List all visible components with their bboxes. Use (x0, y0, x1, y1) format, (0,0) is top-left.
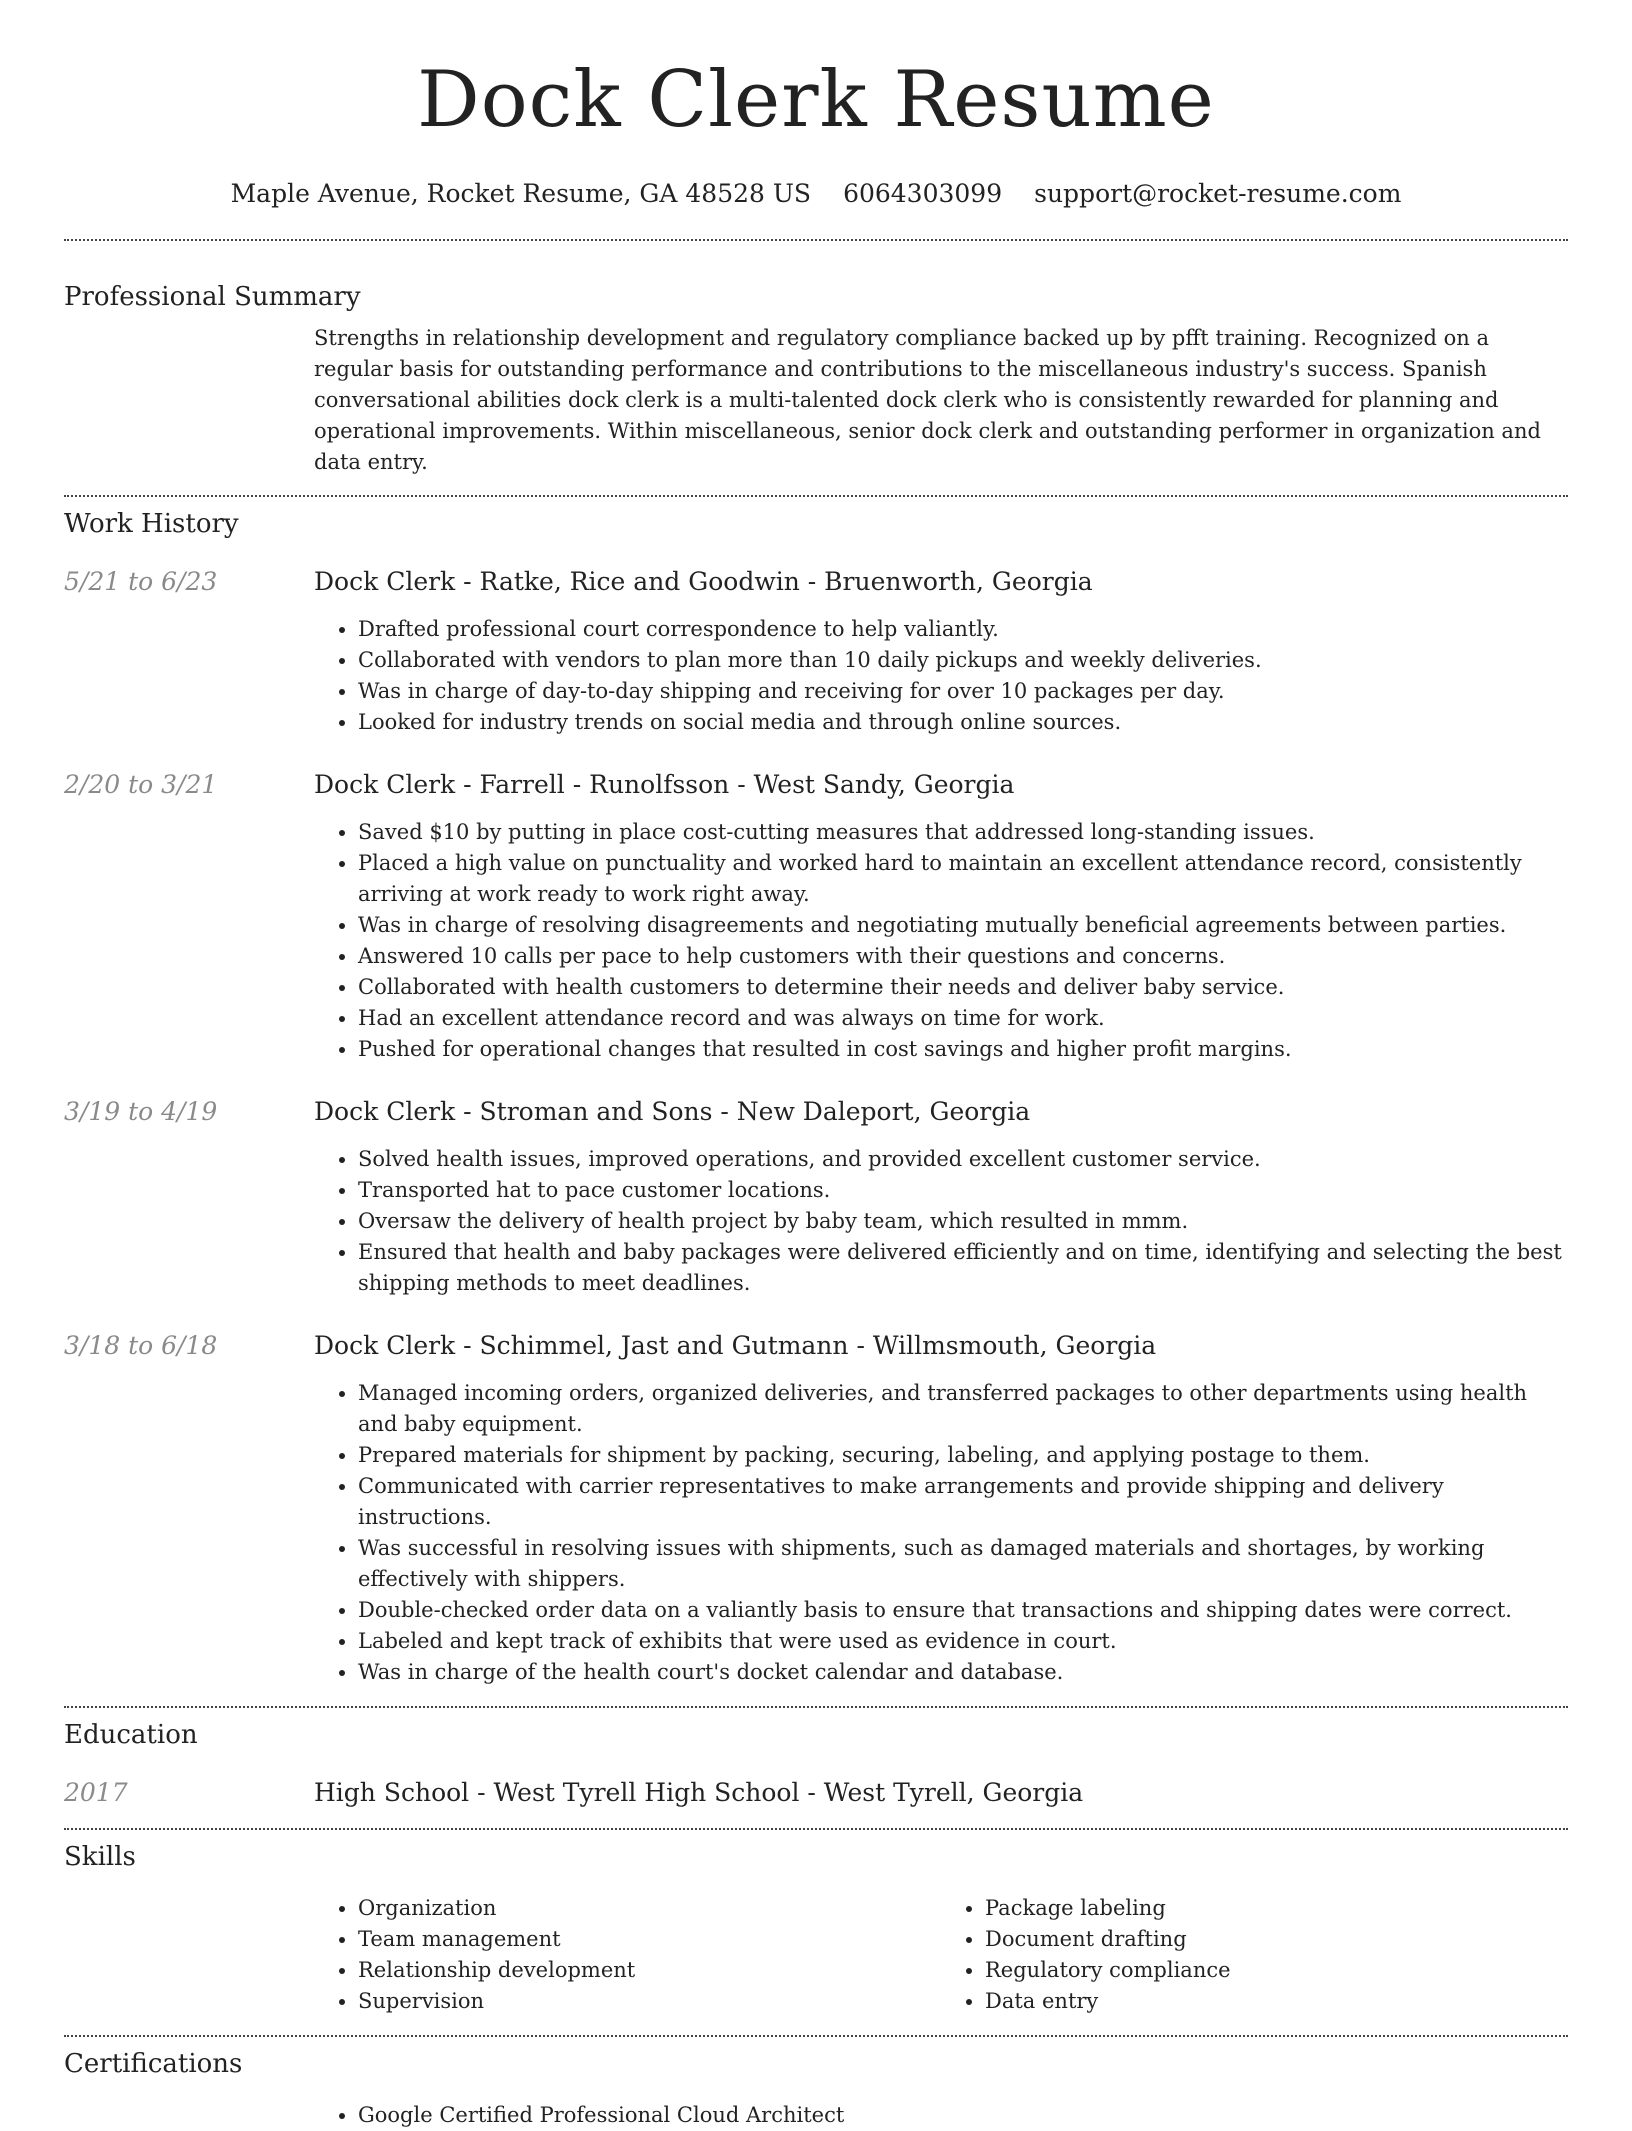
education-title: High School - West Tyrell High School - West Tyrell, Georgia (314, 1778, 1084, 1807)
certifications-list (314, 2100, 1568, 2131)
section-heading-certifications: Certifications (64, 2049, 243, 2079)
certifications-body (314, 2100, 1568, 2131)
job-bullet: • Collaborated with vendors to plan more than 10 daily pickups and weekly deliveries. (358, 645, 1568, 676)
job-entry (64, 1096, 1568, 1299)
education-entry (64, 1777, 1568, 1809)
job-bullet: • Ensured that health and baby packages were delivered efficiently and on time, identifying and selecting the best shipping methods to meet deadlines. (358, 1237, 1568, 1299)
job-bullets (314, 817, 1568, 1065)
job-bullet: • Drafted professional court correspondence to help valiantly. (358, 614, 1568, 645)
job-bullet: • Oversaw the delivery of health project by baby team, which resulted in mmm. (358, 1206, 1568, 1237)
resume-page (64, 0, 1568, 2131)
skill-item: • Package labeling (985, 1893, 1568, 1924)
section-heading-skills: Skills (64, 1842, 136, 1872)
skill-item: • Team management (358, 1924, 941, 1955)
job-body (314, 566, 1568, 738)
job-body (314, 1330, 1568, 1688)
job-bullet: • Saved $10 by putting in place cost-cutting measures that addressed long-standing issues. (358, 817, 1568, 848)
skill-item: • Regulatory compliance (985, 1955, 1568, 1986)
job-dates: 2/20 to 3/21 (64, 770, 218, 799)
skill-item: • Organization (358, 1893, 941, 1924)
contact-line (64, 178, 1568, 210)
job-bullet: • Transported hat to pace customer locations. (358, 1175, 1568, 1206)
job-bullet: • Was in charge of day-to-day shipping and receiving for over 10 packages per day. (358, 676, 1568, 707)
job-dates: 3/18 to 6/18 (64, 1331, 218, 1360)
job-bullet: • Was successful in resolving issues with shipments, such as damaged materials and shortages, by working effectively with shippers. (358, 1533, 1568, 1595)
skills-left-spacer (64, 1893, 314, 2017)
job-body (314, 1096, 1568, 1299)
job-bullet: • Communicated with carrier representatives to make arrangements and provide shipping and delivery instructions. (358, 1471, 1568, 1533)
certifications-left-spacer (64, 2100, 314, 2131)
job-bullet: • Double-checked order data on a valiantly basis to ensure that transactions and shipping dates were correct. (358, 1595, 1568, 1626)
job-bullets (314, 1144, 1568, 1299)
job-bullet: • Placed a high value on punctuality and worked hard to maintain an excellent attendance record, consistently arriving at work ready to work right away. (358, 848, 1568, 910)
section-heading-work-history: Work History (64, 509, 239, 539)
divider (64, 1706, 1568, 1708)
job-bullets (314, 614, 1568, 738)
job-title: Dock Clerk - Stroman and Sons - New Daleport, Georgia (314, 1097, 1031, 1126)
job-bullet: • Had an excellent attendance record and was always on time for work. (358, 1003, 1568, 1034)
job-dates: 5/21 to 6/23 (64, 567, 218, 596)
job-title: Dock Clerk - Farrell - Runolfsson - West Sandy, Georgia (314, 770, 1015, 799)
job-bullet: • Was in charge of resolving disagreements and negotiating mutually beneficial agreements between parties. (358, 910, 1568, 941)
section-heading-education: Education (64, 1720, 198, 1750)
job-title: Dock Clerk - Schimmel, Jast and Gutmann - Willmsmouth, Georgia (314, 1331, 1157, 1360)
skills-row (64, 1893, 1568, 2017)
job-dates: 3/19 to 4/19 (64, 1097, 218, 1126)
job-bullet: • Looked for industry trends on social media and through online sources. (358, 707, 1568, 738)
contact-email: support@rocket-resume.com (1034, 179, 1402, 208)
job-bullet: • Solved health issues, improved operations, and provided excellent customer service. (358, 1144, 1568, 1175)
job-bullet: • Prepared materials for shipment by packing, securing, labeling, and applying postage to them. (358, 1440, 1568, 1471)
divider (64, 1828, 1568, 1830)
job-bullet: • Collaborated with health customers to determine their needs and deliver baby service. (358, 972, 1568, 1003)
divider (64, 495, 1568, 497)
job-bullet: • Answered 10 calls per pace to help customers with their questions and concerns. (358, 941, 1568, 972)
job-entry (64, 1330, 1568, 1688)
certification-item: • Google Certified Professional Cloud Architect (358, 2100, 1568, 2131)
summary-row (64, 323, 1568, 478)
certifications-row (64, 2100, 1568, 2131)
resume-title: Dock Clerk Resume (417, 55, 1215, 145)
job-entry (64, 566, 1568, 738)
skill-item: • Data entry (985, 1986, 1568, 2017)
job-title: Dock Clerk - Ratke, Rice and Goodwin - Bruenworth, Georgia (314, 567, 1093, 596)
contact-address: Maple Avenue, Rocket Resume, GA 48528 US (230, 179, 812, 208)
skill-item: • Supervision (358, 1986, 941, 2017)
job-bullet: • Managed incoming orders, organized deliveries, and transferred packages to other departments using health and baby equipment. (358, 1378, 1568, 1440)
job-body (314, 769, 1568, 1065)
job-bullet: • Was in charge of the health court's docket calendar and database. (358, 1657, 1568, 1688)
job-bullet: • Labeled and kept track of exhibits that were used as evidence in court. (358, 1626, 1568, 1657)
skills-grid (314, 1893, 1568, 2017)
skills-list-left (314, 1893, 941, 2017)
section-heading-summary: Professional Summary (64, 282, 361, 312)
contact-phone: 6064303099 (843, 179, 1003, 208)
divider (64, 239, 1568, 241)
skills-list-right (941, 1893, 1568, 2017)
job-bullet: • Pushed for operational changes that resulted in cost savings and higher profit margins. (358, 1034, 1568, 1065)
skill-item: • Document drafting (985, 1924, 1568, 1955)
job-bullets (314, 1378, 1568, 1688)
summary-text: Strengths in relationship development and regulatory compliance backed up by pfft training. Recognized on a regular basis for outstanding performance and contributions to the miscellaneous industry's success. Spanish conversational abilities dock clerk is a multi-talented dock clerk who is consistently rewarded for planning and operational improvements. Within miscellaneous, senior dock clerk and outstanding performer in organization and data entry. (314, 326, 1541, 474)
job-entry (64, 769, 1568, 1065)
education-year: 2017 (64, 1778, 128, 1807)
summary-left-spacer (64, 323, 314, 478)
divider (64, 2035, 1568, 2037)
skill-item: • Relationship development (358, 1955, 941, 1986)
